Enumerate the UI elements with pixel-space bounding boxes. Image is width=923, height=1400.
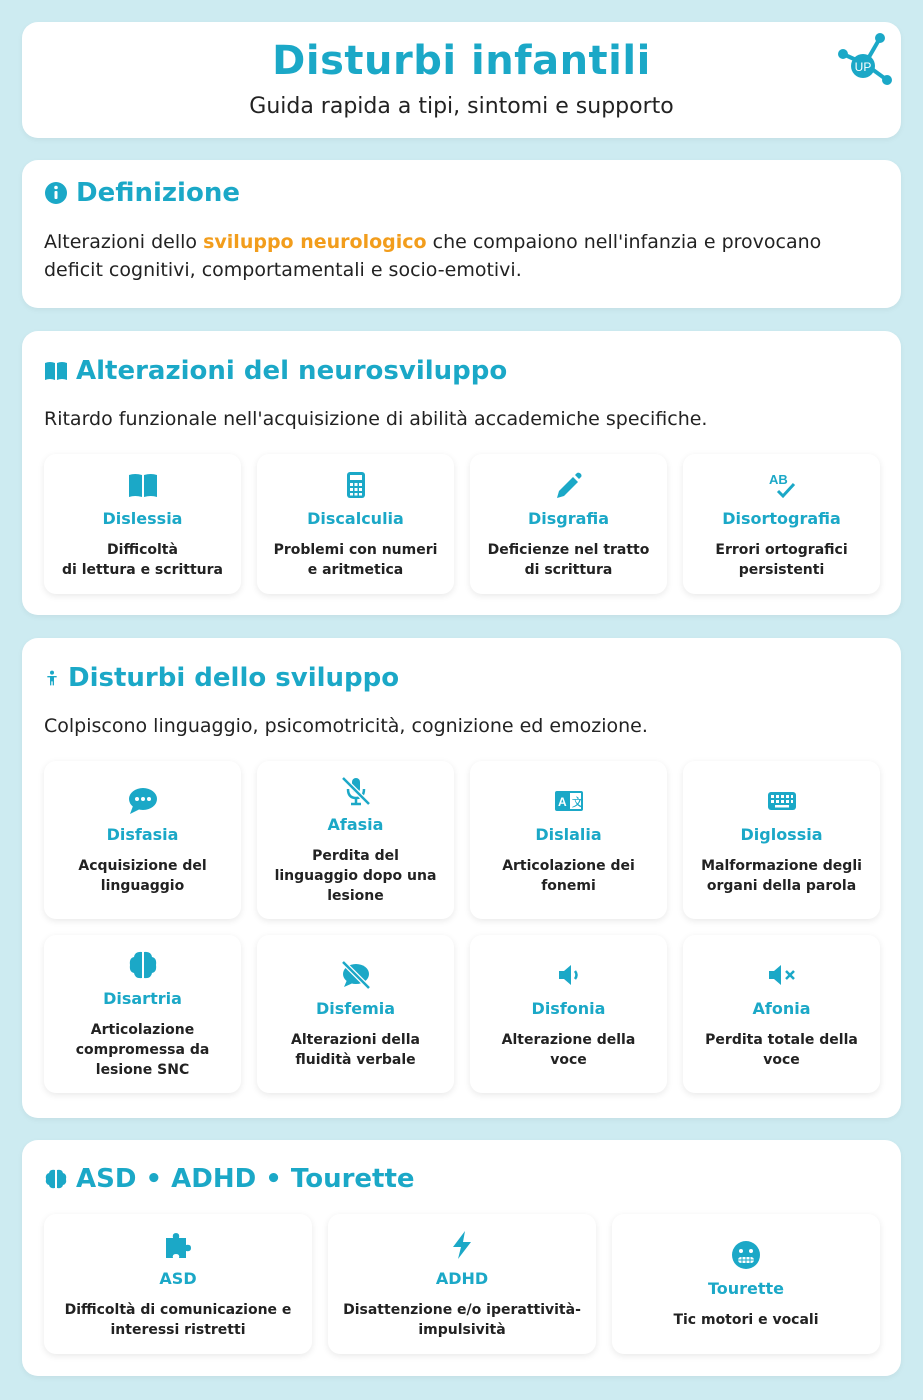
tile-description: Errori ortografici persistenti: [715, 541, 848, 578]
tile-title: Afonia: [752, 998, 811, 1018]
tile-description: Disattenzione e/o iperattività-impulsività: [343, 1301, 581, 1338]
tile-disgrafia: [470, 454, 667, 594]
header-card: [22, 22, 901, 138]
tile-diglossia: [683, 761, 880, 919]
tile-title: Disortografia: [722, 508, 841, 528]
tile-description: Problemi con numeri e aritmetica: [273, 541, 438, 578]
tile-title: Discalculia: [307, 508, 404, 528]
tile-title: Afasia: [327, 814, 384, 834]
tile-adhd: [328, 1214, 596, 1354]
neurodevelopment-title: Alterazioni del neurosviluppo: [76, 356, 508, 386]
volume-mute-icon: [766, 959, 798, 991]
tile-description: Articolazione compromessa da lesione SNC: [75, 1021, 210, 1078]
tile-description: Perdita totale della voce: [705, 1031, 858, 1068]
tile-title: ADHD: [435, 1268, 489, 1288]
volume-low-icon: [553, 959, 585, 991]
definition-title: Definizione: [76, 178, 240, 208]
tile-dislessia: [44, 454, 241, 594]
tile-description: Deficienze nel tratto di scrittura: [487, 541, 650, 578]
tile-description: Perdita del linguaggio dopo una lesione: [274, 847, 437, 904]
svg-text:文: 文: [571, 796, 583, 809]
child-icon: [44, 666, 60, 690]
tile-afasia: [257, 761, 454, 919]
book-icon: [127, 469, 159, 501]
tile-description: Malformazione degli organi della parola: [701, 857, 862, 894]
tile-description: Difficoltà di lettura e scrittura: [62, 541, 223, 578]
calculator-icon: [340, 469, 372, 501]
mic-off-icon: [340, 775, 372, 807]
development-card: [22, 638, 901, 1118]
tile-title: ASD: [159, 1268, 197, 1288]
tile-title: Disfonia: [531, 998, 606, 1018]
pencil-icon: [553, 469, 585, 501]
tile-title: Disfasia: [106, 824, 179, 844]
molecule-logo-icon: [835, 30, 893, 88]
tile-title: Disfemia: [315, 998, 396, 1018]
svg-text:AB: AB: [768, 471, 788, 487]
neurodevelopment-card: [22, 331, 901, 615]
tile-disortografia: [683, 454, 880, 594]
tile-asd: [44, 1214, 312, 1354]
tile-dislalia: [470, 761, 667, 919]
asd-heading: [44, 1164, 415, 1194]
tile-discalculia: [257, 454, 454, 594]
keyboard-icon: [766, 785, 798, 817]
asd-adhd-tourette-card: [22, 1140, 901, 1376]
tile-title: Diglossia: [740, 824, 823, 844]
page-subtitle: Guida rapida a tipi, sintomi e supporto: [249, 94, 674, 119]
tile-description: Tic motori e vocali: [673, 1311, 819, 1328]
logo-text: UP: [854, 60, 872, 74]
tile-title: Disartria: [103, 988, 182, 1008]
tile-title: Dislessia: [102, 508, 183, 528]
tile-disfasia: [44, 761, 241, 919]
definition-card: [22, 160, 901, 308]
speech-bubble-icon: [127, 785, 159, 817]
grimace-icon: [730, 1239, 762, 1271]
development-description: Colpiscono linguaggio, psicomotricità, cognizione ed emozione.: [44, 715, 648, 737]
definition-heading: [44, 178, 240, 208]
development-title: Disturbi dello sviluppo: [68, 663, 400, 693]
tile-description: Articolazione dei fonemi: [502, 857, 635, 894]
comment-slash-icon: [340, 959, 372, 991]
tile-description: Difficoltà di comunicazione e interessi ristretti: [64, 1301, 292, 1338]
neurodevelopment-heading: [44, 356, 507, 386]
tile-description: Alterazioni della fluidità verbale: [291, 1031, 420, 1068]
book-open-icon: [44, 359, 68, 383]
asd-title: ASD • ADHD • Tourette: [76, 1164, 415, 1194]
brain-icon: [127, 949, 159, 981]
puzzle-icon: [162, 1229, 194, 1261]
tile-tourette: [612, 1214, 880, 1354]
brain-icon: [44, 1167, 68, 1191]
tile-description: Alterazione della voce: [501, 1031, 636, 1068]
development-heading: [44, 663, 399, 693]
tile-disartria: [44, 935, 241, 1093]
tile-disfonia: [470, 935, 667, 1093]
spell-check-icon: [766, 469, 798, 501]
definition-text: Alterazioni dello sviluppo neurologico che compaiono nell'infanzia e provocano deficit cognitivi, comportamentali e socio-emotivi.: [44, 231, 822, 281]
bolt-icon: [446, 1229, 478, 1261]
neurodevelopment-description: Ritardo funzionale nell'acquisizione di abilità accademiche specifiche.: [44, 408, 708, 430]
tile-description: Acquisizione del linguaggio: [78, 857, 207, 894]
tile-title: Dislalia: [535, 824, 602, 844]
info-icon: [44, 181, 68, 205]
language-icon: [553, 785, 585, 817]
tile-disfemia: [257, 935, 454, 1093]
svg-text:A: A: [557, 794, 567, 809]
tile-title: Disgrafia: [527, 508, 610, 528]
highlight-text: sviluppo neurologico: [203, 231, 427, 253]
tile-afonia: [683, 935, 880, 1093]
tile-title: Tourette: [707, 1278, 785, 1298]
page-title: Disturbi infantili: [272, 38, 651, 84]
